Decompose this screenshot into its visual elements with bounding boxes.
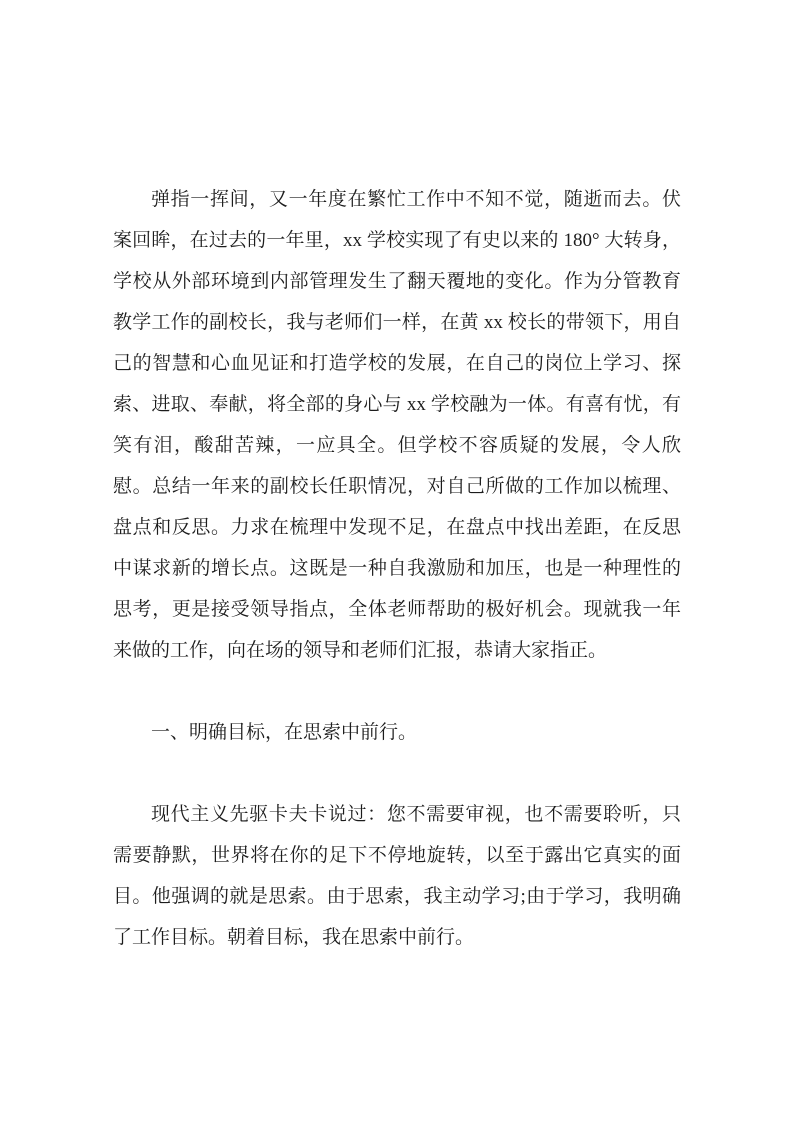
section-heading-1: 一、明确目标，在思索中前行。 [151, 722, 418, 743]
document-text-block [113, 179, 681, 958]
kafka-quote-paragraph: 现代主义先驱卡夫卡说过：您不需要审视，也不需要聆听，只需要静默，世界将在你的足下不停地旋转，以至于露出它真实的面目。他强调的就是思索。由于思索，我主动学习;由于学习，我明确了工作目标。朝着目标，我在思索中前行。 [113, 804, 681, 948]
opening-paragraph: 弹指一挥间，又一年度在繁忙工作中不知不觉，随逝而去。伏案回眸，在过去的一年里，xx 学校实现了有史以来的 180° 大转身，学校从外部环境到内部管理发生了翻天覆地的变化。作为分管教育教学工作的副校长，我与老师们一样，在黄 xx 校长的带领下，用自己的智慧和心血见证和打造学校的发展，在自己的岗位上学习、探索、进取、奉献，将全部的身心与 xx 学校融为一体。有喜有忧，有笑有泪，酸甜苦辣，一应具全。但学校不容质疑的发展，令人欣慰。总结一年来的副校长任职情况，对自己所做的工作加以梳理、盘点和反思。力求在梳理中发现不足，在盘点中找出差距，在反思中谋求新的增长点。这既是一种自我激励和加压，也是一种理性的思考，更是接受领导指点，全体老师帮助的极好机会。现就我一年来做的工作，向在场的领导和老师们汇报，恭请大家指正。 [113, 189, 681, 661]
